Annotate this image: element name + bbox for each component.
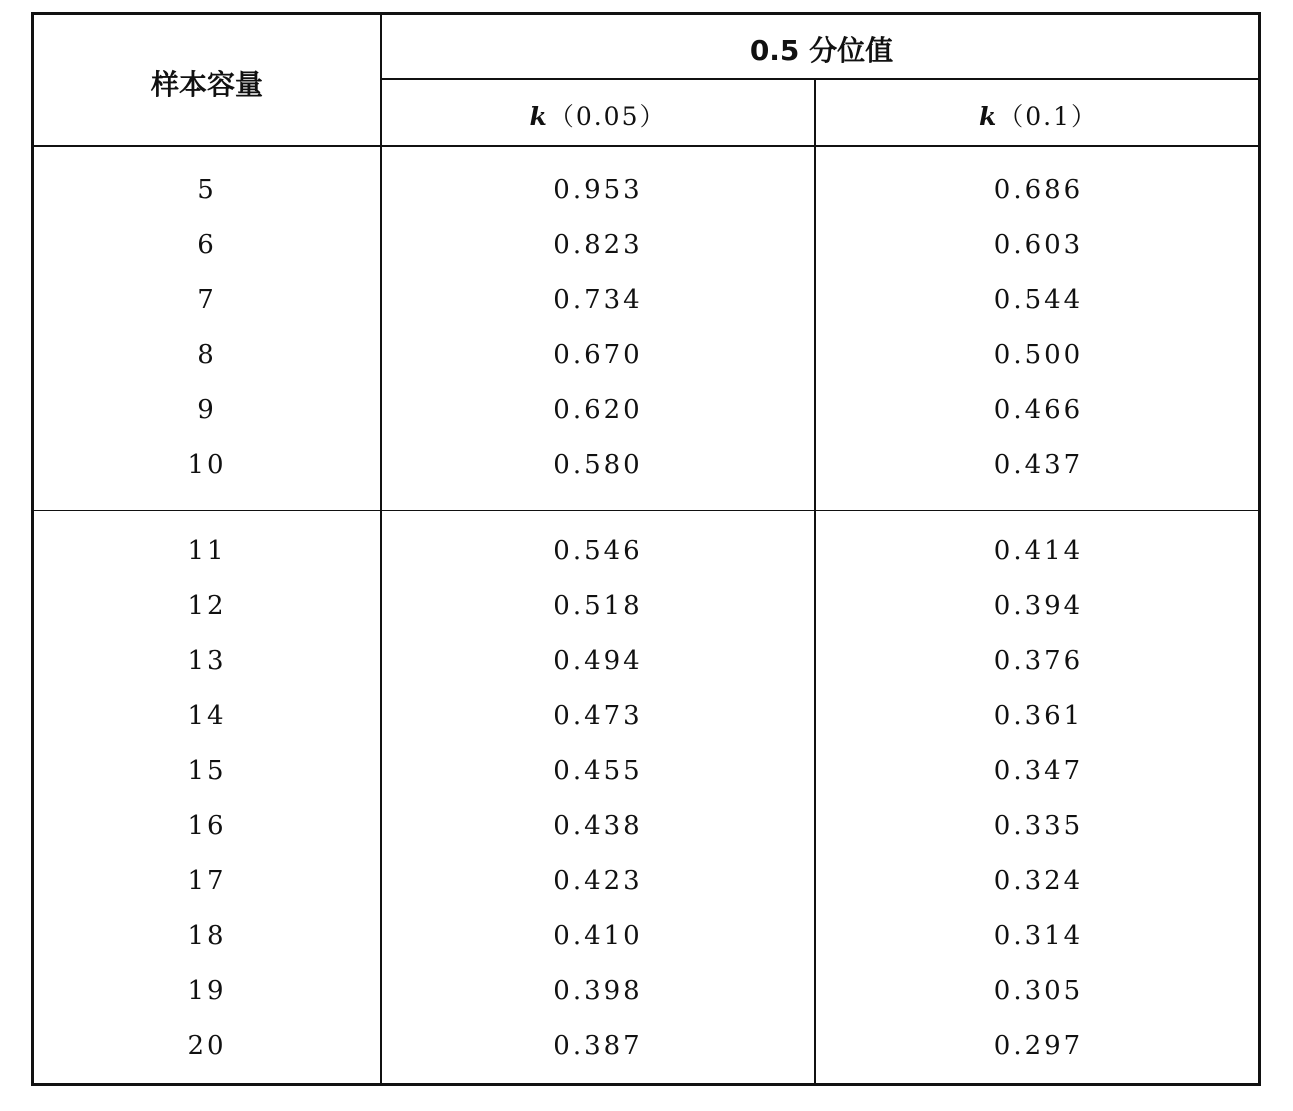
cell-sample-size: 9 xyxy=(197,395,217,425)
cell-sample-size: 15 xyxy=(187,756,227,786)
cell-sample-size: 18 xyxy=(187,921,227,951)
cell-sample-size: 16 xyxy=(187,811,227,841)
cell-k-01: 0.314 xyxy=(993,921,1084,951)
cell-k-005: 0.734 xyxy=(553,285,643,315)
cell-k-01: 0.500 xyxy=(993,340,1084,370)
k-symbol: k xyxy=(978,102,999,131)
cell-sample-size: 17 xyxy=(187,866,227,896)
cell-k-01: 0.335 xyxy=(993,811,1084,841)
cell-k-005: 0.387 xyxy=(553,1031,643,1061)
cell-k-01: 0.414 xyxy=(993,536,1084,566)
k-symbol: k xyxy=(529,102,549,131)
cell-k-005: 0.410 xyxy=(553,921,643,951)
cell-k-01: 0.544 xyxy=(993,285,1084,315)
cell-sample-size: 12 xyxy=(187,591,227,621)
cell-sample-size: 8 xyxy=(197,340,217,370)
header-sample-size: 样本容量 xyxy=(150,68,263,101)
cell-k-01: 0.376 xyxy=(993,646,1084,676)
header-quantile: 0.5 分位值 xyxy=(749,34,894,67)
cell-k-01: 0.437 xyxy=(993,450,1084,480)
cell-k-01: 0.297 xyxy=(993,1031,1084,1061)
cell-k-01: 0.603 xyxy=(993,230,1084,260)
cell-k-005: 0.438 xyxy=(553,811,643,841)
cell-sample-size: 14 xyxy=(187,701,227,731)
cell-k-005: 0.546 xyxy=(553,536,643,566)
cell-k-005: 0.423 xyxy=(553,866,643,896)
subheader-divider xyxy=(381,78,1258,80)
cell-k-01: 0.394 xyxy=(993,591,1084,621)
header-k-01 xyxy=(816,97,1261,133)
cell-sample-size: 6 xyxy=(197,230,217,260)
cell-k-005: 0.398 xyxy=(553,976,643,1006)
cell-k-005: 0.455 xyxy=(553,756,643,786)
header-divider xyxy=(34,145,1258,147)
cell-k-005: 0.494 xyxy=(553,646,643,676)
cell-sample-size: 20 xyxy=(187,1031,227,1061)
cell-sample-size: 7 xyxy=(197,285,217,315)
cell-k-005: 0.953 xyxy=(553,175,643,205)
quantile-table xyxy=(31,12,1261,1086)
cell-k-01: 0.305 xyxy=(993,976,1084,1006)
group-divider xyxy=(34,510,1258,511)
cell-k-005: 0.473 xyxy=(553,701,643,731)
cell-sample-size: 10 xyxy=(187,450,227,480)
cell-sample-size: 19 xyxy=(187,976,227,1006)
k-param: （0.1） xyxy=(998,102,1099,131)
cell-k-005: 0.620 xyxy=(553,395,643,425)
cell-k-01: 0.466 xyxy=(993,395,1084,425)
cell-k-01: 0.686 xyxy=(993,175,1084,205)
cell-k-005: 0.823 xyxy=(553,230,643,260)
cell-k-01: 0.347 xyxy=(993,756,1084,786)
cell-k-005: 0.670 xyxy=(553,340,643,370)
cell-k-005: 0.580 xyxy=(553,450,643,480)
header-k-005 xyxy=(382,97,814,133)
cell-sample-size: 13 xyxy=(187,646,227,676)
cell-k-005: 0.518 xyxy=(553,591,643,621)
cell-k-01: 0.324 xyxy=(993,866,1084,896)
cell-k-01: 0.361 xyxy=(993,701,1084,731)
cell-sample-size: 11 xyxy=(187,536,227,566)
cell-sample-size: 5 xyxy=(197,175,217,205)
k-param: （0.05） xyxy=(548,102,667,131)
